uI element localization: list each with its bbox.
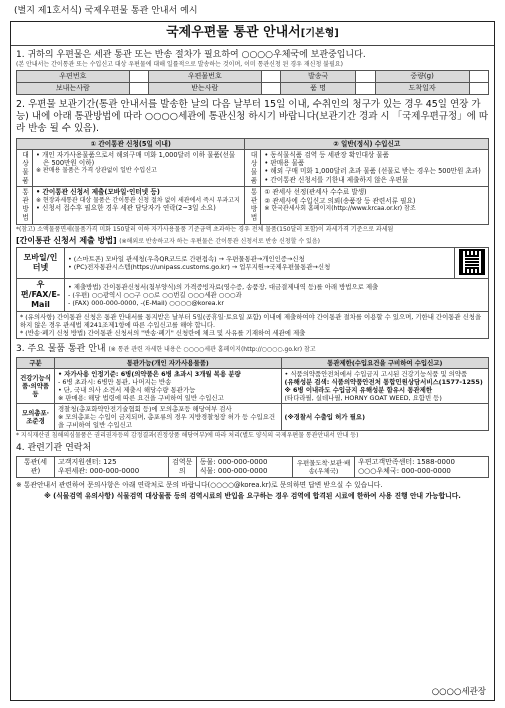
line: - 6병 초과시: 6병만 통관, 나머지는 반송 bbox=[58, 377, 172, 386]
formal-declaration-heading: ② 일반(정식) 수입신고 bbox=[245, 138, 489, 149]
line: • 식품의약품안전처에서 수입금지 고시된 건강기능식품 및 의약품 bbox=[284, 369, 468, 378]
cell: 발송국 bbox=[280, 71, 355, 83]
target-label: 대상물품 bbox=[245, 150, 261, 187]
list-item: • 판매용 물품 bbox=[264, 159, 305, 168]
col-header: 통관가능(개인 자가사용물품) bbox=[55, 357, 282, 368]
col-header: 통관제한(수입요건을 구비하여 수입신고) bbox=[281, 357, 488, 368]
title-sub: [기본형] bbox=[300, 28, 339, 40]
fax-cell bbox=[65, 279, 489, 312]
cell: 품 명 bbox=[280, 83, 355, 95]
customs-label: 통관(세관) bbox=[17, 457, 55, 478]
mobile-cell bbox=[65, 248, 455, 279]
table-row bbox=[17, 138, 489, 149]
pc-link[interactable]: • (PC)전자통관시스템(https://unipass.customs.go.kr) → 업무지원→국제우편물통관→신청 bbox=[68, 263, 331, 272]
col-header: 구분 bbox=[17, 357, 55, 368]
section-1-note: (본 안내서는 간이통관 또는 수입신고 대상 우편물에 대해 일률적으로 발송하는 것이며, 이미 통관신청 된 경우 재신청 불필요) bbox=[16, 60, 343, 68]
cell bbox=[356, 83, 375, 95]
table-row bbox=[17, 150, 489, 187]
cell: 중량(g) bbox=[375, 71, 469, 83]
row-label: 건강기능식품·의약품 등 bbox=[17, 368, 55, 403]
contact-line: ○○○우체국: 000-000-0000 bbox=[358, 467, 451, 476]
list-item: ② 관세사에 수입신고 의뢰(송품장 등 관련서류 필요) bbox=[264, 196, 416, 205]
post-office-contacts bbox=[355, 457, 489, 478]
line: ※ 6병 이내라도 수입금지 유해성분 함유시 통관제한 bbox=[284, 385, 433, 394]
contact-line: 우편세관: 000-000-0000 bbox=[58, 467, 140, 476]
fax-line: • 제출방법) 간이통관신청서(첨부양식)의 가격증빙자료(영수증, 송품장, 대금결제내역 등)를 아래 방법으로 제출 bbox=[68, 283, 379, 292]
section-4-heading: 4. 관련기관 연락처 bbox=[16, 443, 92, 454]
line: ※ 모의총포는 수입이 금지되며, 총포류의 경우 지방경찰청장 허가 등 수입요건을 구비하여 일반 수입신고 bbox=[58, 412, 276, 429]
cell: 받는사람 bbox=[148, 83, 261, 95]
section-3-heading: 3. 주요 물품 통관 안내 bbox=[16, 344, 106, 355]
simple-method-cell bbox=[33, 187, 245, 224]
section-3-footnote: * 지식재산권 침해의심물품은 권리권자등의 감정결과(진정상품 해당여부)에 따라 처리(별도 양식의 국제우편물 통관안내서 안내 등) bbox=[16, 431, 359, 439]
restricted-cell bbox=[281, 403, 488, 430]
method-label: 통관방법 bbox=[17, 187, 33, 224]
section-2-footnote: *(참고) 소액물품면세(물품가격 미화 150달러 이하 자가사용물품 기준금액 초과하는 경우 전체 물품(150달러 포함)이 과세가격 기준으로 과세됨 bbox=[16, 225, 394, 233]
title-main: 국제우편물 통관 안내서 bbox=[166, 25, 301, 41]
list-item: • 신청서 접수후 필요한 경우 세관 담당자가 연락(2~3일 소요) bbox=[36, 204, 216, 213]
table-row bbox=[17, 357, 489, 368]
list-item: ① 관세사 선정(관세사 수수료 발생) bbox=[264, 188, 367, 197]
apply-heading: [간이통관 신청서 제출 방법] bbox=[16, 236, 117, 246]
quarantine-contacts bbox=[196, 457, 292, 478]
submission-method-table bbox=[16, 247, 489, 339]
clearance-method-table bbox=[16, 138, 489, 225]
document-title bbox=[11, 25, 494, 45]
mobile-link[interactable]: • (스마트폰) 모바일 관세청(우측QR코드로 간편접속) → 우편물통관→개인인증→신청 bbox=[68, 255, 305, 264]
table-row bbox=[17, 83, 489, 95]
cell bbox=[469, 71, 488, 83]
cell: 우편물번호 bbox=[148, 71, 261, 83]
contact-line: 우편고객만족센터: 1588-0000 bbox=[358, 458, 455, 467]
qr-cell bbox=[455, 248, 489, 279]
list-item: ※ 현장과세통관 대상 물품은 간이통관 신청 절차 없이 세관에서 즉시 부과고지 bbox=[36, 196, 240, 204]
method-label: 통관방법 bbox=[245, 187, 261, 224]
warning-cell bbox=[17, 312, 489, 339]
contact-line: 동물: 000-000-0000 bbox=[199, 458, 268, 467]
table-row bbox=[17, 279, 489, 312]
line: ※ 판매용: 해당 법령에 따른 요건을 구비하여 일반 수입신고 bbox=[58, 393, 224, 402]
apply-heading-row bbox=[16, 236, 489, 246]
simple-target-cell bbox=[33, 150, 245, 187]
quarantine-label: 검역문의 bbox=[168, 457, 196, 478]
contact-line: 식물: 000-000-0000 bbox=[199, 467, 268, 476]
qr-code-icon[interactable] bbox=[459, 249, 485, 275]
item-guide-table bbox=[16, 357, 489, 431]
contact-table bbox=[16, 456, 489, 478]
fax-label: 우편/FAX/E-Mail bbox=[17, 279, 65, 312]
cell: 도착일자 bbox=[375, 83, 469, 95]
line: • 자가사용 인정기준: 6병(의약품은 6병 초과시 3개월 복용 분량 bbox=[58, 369, 241, 378]
cell: 우편번호 bbox=[17, 71, 130, 83]
formal-method-cell bbox=[261, 187, 489, 224]
table-row bbox=[17, 187, 489, 224]
formal-target-cell bbox=[261, 150, 489, 187]
notice-box bbox=[10, 21, 495, 701]
list-item: ※ 한국관세사회 홈페이지(http://www.krcaa.or.kr) 참조 bbox=[264, 204, 416, 212]
post-office-label: 우편물도착·보관·배송(우체국) bbox=[293, 457, 355, 478]
table-row bbox=[17, 457, 489, 478]
allowed-cell bbox=[55, 403, 282, 430]
apply-heading-note: (※해외로 반송하고자 하는 우편물은 간이통관 신청서로 반송 신청할 수 있음) bbox=[119, 238, 320, 246]
issuer-signature: ○○○○세관장 bbox=[431, 686, 486, 697]
section-3-note: (※ 통관 관련 자세한 내용은 ○○○○세관 홈페이지(http://○○○○.go.kr) 참고 bbox=[108, 346, 316, 354]
line: (타다라필, 실데나필, HORNY GOAT WEED, 요함빈 등) bbox=[284, 393, 442, 402]
allowed-cell bbox=[55, 368, 282, 403]
footer-note: ※ 통관안내서 관련하여 문의사항은 아래 연락처로 문의 바랍니다(○○○○@korea.kr)로 문의하면 답변 받으실 수 있습니다. bbox=[16, 480, 383, 489]
line: (※경찰서 수출입 허가 필요) bbox=[284, 412, 366, 421]
line: (유해성분 검색: 식품의약품안전처 통합민원상담서비스(1577-1255) bbox=[284, 377, 483, 386]
warning-line: * (반송·폐기 신청 방법) 간이통관 신청서의 "반송·폐기" 신청란에 체크 및 사유를 기재하여 세관에 제출 bbox=[20, 329, 306, 338]
contact-line: 고객지원센터: 125 bbox=[58, 458, 117, 467]
row-label: 모의총포·조준경 bbox=[17, 403, 55, 430]
cell bbox=[261, 83, 280, 95]
list-item: • 개인 자가사용물품으로서 해외구매 미화 1,000달러 이하 물품(선물은 500만원 이하) bbox=[36, 151, 236, 168]
restricted-cell bbox=[281, 368, 488, 403]
list-item: ※ 판매용 물품은 가격 상관없이 일반 수입신고 bbox=[36, 167, 157, 175]
cell bbox=[129, 71, 148, 83]
parcel-info-table bbox=[16, 70, 489, 95]
list-item: • 해외 구매 미화 1,000달러 초과 물품 (선물로 받는 경우는 500만원 초과) bbox=[264, 167, 481, 176]
section-2-heading: 2. 우편물 보관기간(통관 안내서를 발송한 날의 다음 날부터 15일 이내, 수취인의 청구가 있는 경우 45일 연장 가능) 내에 아래 통관방법에 따라 ○○○○세관에 통관신청 하시기 바랍니다(보관기간 경과 시 「국제우편규정」에 따라 반송 될 수 있음). bbox=[16, 98, 489, 135]
cell bbox=[356, 71, 375, 83]
table-row bbox=[17, 71, 489, 83]
table-row bbox=[17, 312, 489, 339]
fax-line: - (FAX) 000-000-0000, -(E-Mail) ○○○○@korea.kr bbox=[68, 299, 224, 308]
cell bbox=[129, 83, 148, 95]
line: • 단, 국내 의사 소견서 제출시 해당수량 통관가능 bbox=[58, 385, 196, 394]
table-row bbox=[17, 403, 489, 430]
warning-line: * (유의사항) 간이통관 신청은 통관 안내서를 통지받은 날부터 5일(공휴일·토요일 포함) 이내에 제출하여야 간이통관 절차를 이용할 수 있으며, 기한내 간이통관 신청을 하지 않은 경우 관세법 제241조제1항에 따른 수입신고를 해야 합니다. bbox=[20, 313, 482, 330]
list-item: • 간이통관 신청서를 기한내 제출하지 않은 우편물 bbox=[264, 175, 409, 184]
cell: 보내는사람 bbox=[17, 83, 130, 95]
footer-note: ※ (식물검역 유의사항) 식물검역 대상물품 등의 검역시료의 반입을 요구하는 경우 검역에 합격된 시료에 한하여 사용 진행 안내 가능합니다. bbox=[44, 492, 461, 501]
table-row bbox=[17, 368, 489, 403]
cell bbox=[469, 83, 488, 95]
simple-clearance-heading: ① 간이통관 신청(5일 이내) bbox=[17, 138, 245, 149]
form-label: (별지 제1호서식) 국제우편물 통관 안내서 예시 bbox=[14, 6, 198, 16]
section-1-heading: 1. 귀하의 우편물은 세관 통관 또는 반송 절차가 필요하여 ○○○○우체국에 보관중입니다. bbox=[16, 49, 366, 60]
list-item: • 동식물식품 검역 등 세관장 확인대상 물품 bbox=[264, 151, 390, 160]
list-item: • 간이통관 신청서 제출(모바일·인터넷 등) bbox=[36, 188, 160, 197]
mobile-label: 모바일/인터넷 bbox=[17, 248, 65, 279]
cell bbox=[261, 71, 280, 83]
section-3-heading-row bbox=[16, 344, 489, 355]
table-row bbox=[17, 248, 489, 279]
fax-line: - (우편) ○○광역시 ○○구 ○○로 ○○번길 ○○○세관 ○○○과 bbox=[68, 291, 242, 300]
customs-contacts bbox=[55, 457, 169, 478]
target-label: 대상물품 bbox=[17, 150, 33, 187]
line: 경찰청(총포화약안전기술협회 등)에 모의총포등 해당여부 검사 bbox=[58, 404, 232, 413]
